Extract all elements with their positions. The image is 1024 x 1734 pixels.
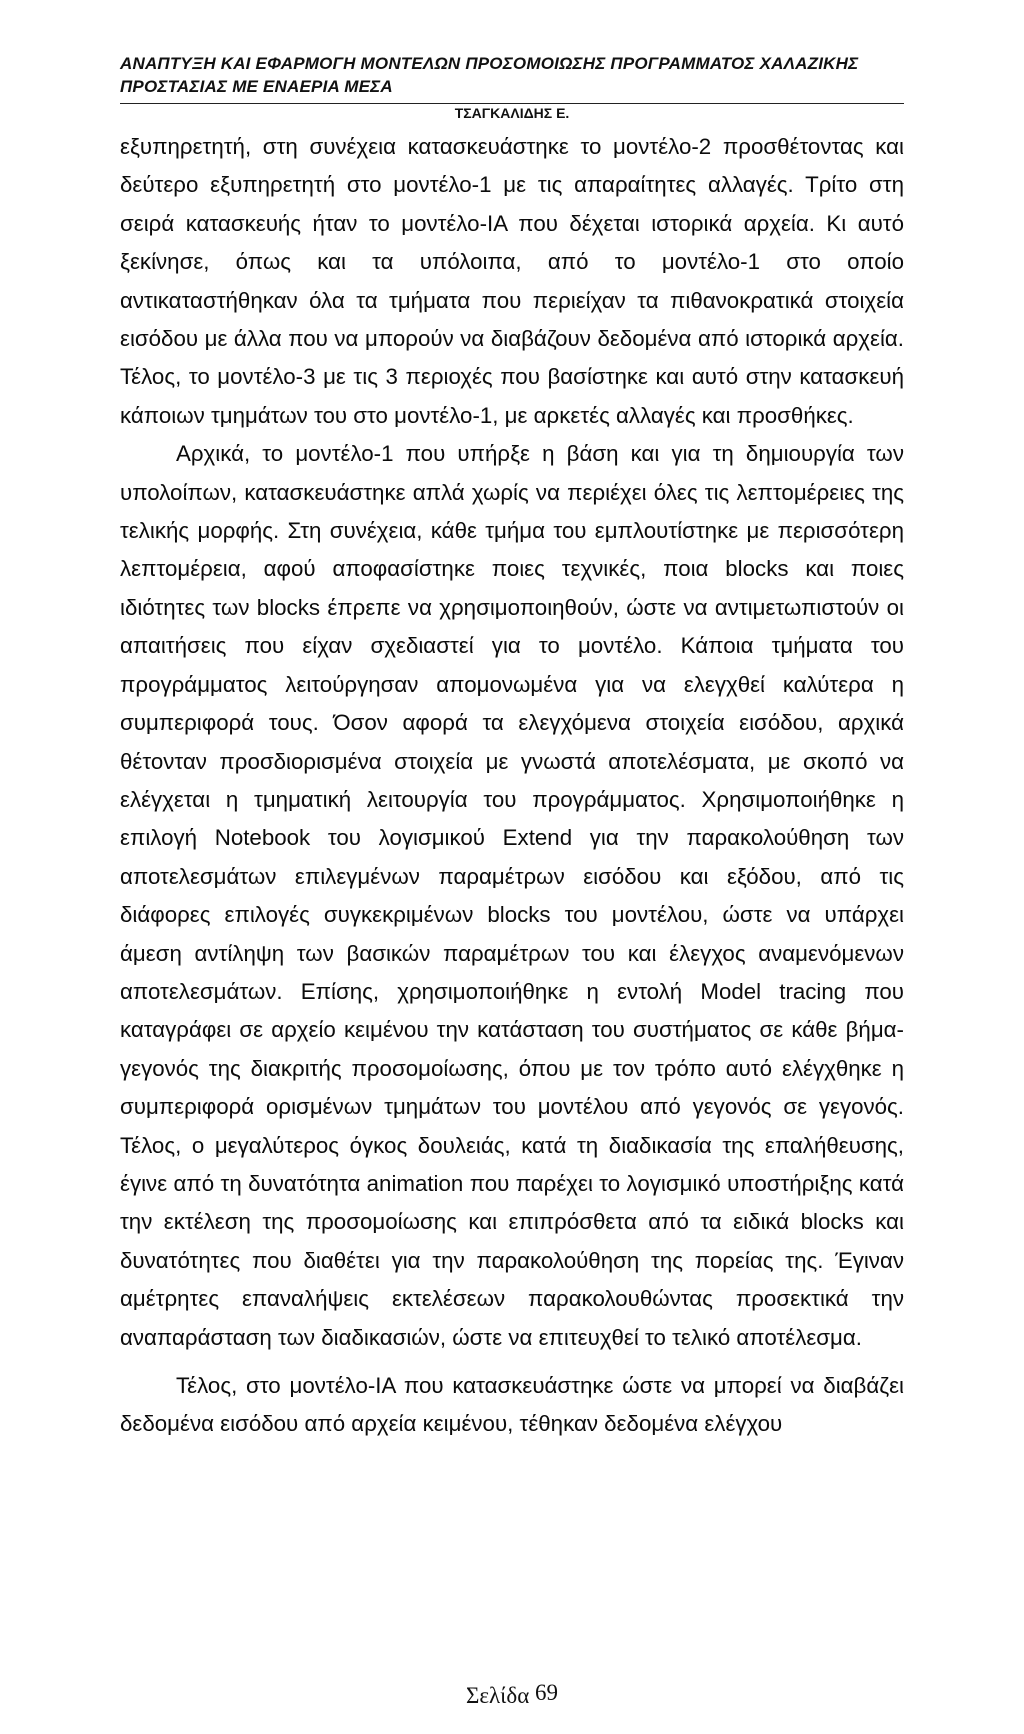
page-footer	[0, 1680, 1024, 1709]
paragraph: Τέλος, στο μοντέλο-ΙΑ που κατασκευάστηκε ώστε να μπορεί να διαβάζει δεδομένα εισόδου από αρχεία κειμένου, τέθηκαν δεδομένα ελέγχου	[120, 1373, 904, 1437]
page-label: Σελίδα	[465, 1683, 530, 1708]
body-text	[120, 128, 904, 1444]
paragraph: Αρχικά, το μοντέλο-1 που υπήρξε η βάση και για τη δημιουργία των υπολοίπων, κατασκευάστηκε απλά χωρίς να περιέχει όλες τις λεπτομέρειες της τελικής μορφής. Στη συνέχεια, κάθε τμήμα του εμπλουτίστηκε με περισσότερη λεπτομέρεια, αφού αποφασίστηκε ποιες τεχνικές, ποια blocks και ποιες ιδιότητες των blocks έπρεπε να χρησιμοποιηθούν, ώστε να αντιμετωπιστούν οι απαιτήσεις που είχαν σχεδιαστεί για το μοντέλο. Κάποια τμήματα του προγράμματος λειτούργησαν απομονωμένα για να ελεγχθεί καλύτερα η συμπεριφορά τους. Όσον αφορά τα ελεγχόμενα στοιχεία εισόδου, αρχικά θέτονταν προσδιορισμένα στοιχεία με γνωστά αποτελέσματα, με σκοπό να ελέγχεται η τμηματική λειτουργία του προγράμματος. Χρησιμοποιήθηκε η επιλογή Notebook του λογισμικού Extend για την παρακολούθηση των αποτελεσμάτων επιλεγμένων παραμέτρων εισόδου και εξόδου, από τις διάφορες επιλογές συγκεκριμένων blocks του μοντέλου, ώστε να υπάρχει άμεση αντίληψη των βασικών παραμέτρων του και έλεγχος αναμενόμενων αποτελεσμάτων. Επίσης, χρησιμοποιήθηκε η εντολή Model tracing που καταγράφει σε αρχείο κειμένου την κατάσταση του συστήματος σε κάθε βήμα-γεγονός της διακριτής προσομοίωσης, όπου με τον τρόπο αυτό ελέγχθηκε η συμπεριφορά ορισμένων τμημάτων του μοντέλου από γεγονός σε γεγονός. Τέλος, ο μεγαλύτερος όγκος δουλειάς, κατά τη διαδικασία της επαλήθευσης, έγινε από τη δυνατότητα animation που παρέχει το λογισμικό υποστήριξης κατά την εκτέλεση της προσομοίωσης και επιπρόσθετα από τα ειδικά blocks και δυνατότητες που διαθέτει για την παρακολούθηση της πορείας της. Έγιναν αμέτρητες επαναλήψεις εκτελέσεων παρακολουθώντας προσεκτικά την αναπαράσταση των διαδικασιών, ώστε να επιτευχθεί το τελικό αποτέλεσμα.	[120, 441, 904, 1350]
running-header-title: ΑΝΑΠΤΥΞΗ ΚΑΙ ΕΦΑΡΜΟΓΗ ΜΟΝΤΕΛΩΝ ΠΡΟΣΟΜΟΙΩΣΗΣ ΠΡΟΓΡΑΜΜΑΤΟΣ ΧΑΛΑΖΙΚΗΣ ΠΡΟΣΤΑΣΙΑΣ ΜΕ ΕΝΑΕΡΙΑ ΜΕΣΑ	[120, 54, 859, 96]
paragraph-continued: εξυπηρετητή, στη συνέχεια κατασκευάστηκε το μοντέλο-2 προσθέτοντας και δεύτερο εξυπηρετητή στο μοντέλο-1 με τις απαραίτητες αλλαγές. Τρίτο στη σειρά κατασκευής ήταν το μοντέλο-ΙΑ που δέχεται ιστορικά αρχεία. Κι αυτό ξεκίνησε, όπως και τα υπόλοιπα, από το μοντέλο-1 στο οποίο αντικαταστήθηκαν όλα τα τμήματα που περιείχαν τα πιθανοκρατικά στοιχεία εισόδου με άλλα που να μπορούν να διαβάζουν δεδομένα από ιστορικά αρχεία. Τέλος, το μοντέλο-3 με τις 3 περιοχές που βασίστηκε και αυτό στην κατασκευή κάποιων τμημάτων του στο μοντέλο-1, με αρκετές αλλαγές και προσθήκες.	[120, 134, 904, 428]
running-header-author: ΤΣΑΓΚΑΛΙΔΗΣ Ε.	[454, 105, 570, 121]
page-number: 69	[535, 1680, 559, 1705]
